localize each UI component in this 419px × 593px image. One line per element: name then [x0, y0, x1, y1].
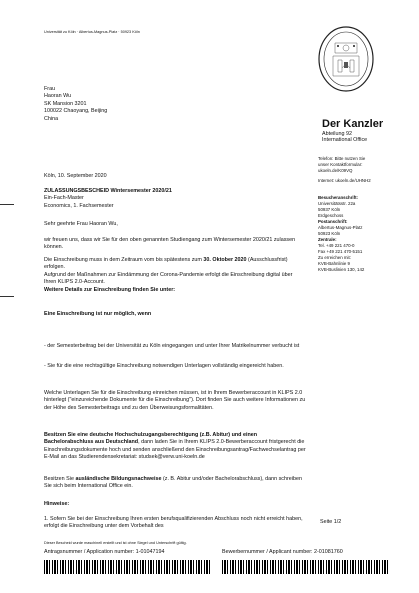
- address-label: Zentrale:: [318, 237, 337, 242]
- recipient-line: Haoran Wu: [44, 93, 72, 100]
- requirement-item: - der Semesterbeitrag bei der Universität zu Köln eingegangen und unter Ihrer Matrikelnummer verbucht ist: [44, 343, 300, 349]
- paragraph-german-applicants: [44, 432, 306, 462]
- heading-requirements: Eine Einschreibung ist nur möglich, wenn: [44, 311, 152, 317]
- address-line: Tel. +49 221 470-0: [318, 243, 355, 248]
- enrollment-text: Die Einschreibung muss in dem Zeitraum vom bis spätestens zum: [44, 257, 204, 263]
- fold-mark-bottom: [0, 296, 14, 297]
- foreign-applicants-text: (z. B. Abitur und/oder Bachelorabschluss), dann schreiben Sie sich beim International Office ein.: [44, 476, 302, 490]
- requirement-item: - Sie für die eine rechtsgültige Einschreibung notwendigen Unterlagen vollständig eingereicht haben.: [44, 363, 284, 369]
- recipient-line: SK Mansion 3201: [44, 100, 87, 107]
- address-label: Postanschrift:: [318, 219, 348, 224]
- enrollment-details: Weitere Details zur Einschreibung finden Sie unter:: [44, 286, 176, 293]
- enrollment-text: Aufgrund der Maßnahmen zur Eindämmung der Corona-Pandemie erfolgt die Einschreibung digital über Ihren KLIPS 2.0-Account.: [44, 271, 293, 286]
- page-number: Seite 1/2: [320, 519, 342, 525]
- recipient-line: 100022 Chaoyang, Beijing: [44, 108, 108, 115]
- address-line: KVB-Bahnlinie 9: [318, 261, 350, 266]
- salutation: Sehr geehrte Frau Haoran Wu,: [44, 221, 118, 227]
- address-line: Universitätsstr. 22a: [318, 201, 356, 206]
- university-seal-logo: [318, 26, 374, 92]
- office-title: Der Kanzler: [322, 118, 384, 130]
- address-line: 50937 Köln: [318, 207, 341, 212]
- german-applicants-condition: Besitzen Sie eine deutsche Hochschulzugangsberechtigung (z.B. Abitur) und einen Bachelorabschluss aus Deutschland: [44, 432, 258, 446]
- recipient-address: [44, 86, 107, 123]
- contact-line: ukoeln.de/K09VQ: [318, 168, 353, 173]
- german-applicants-text: , dann laden Sie in Ihrem KLIPS 2.0-Bewerberaccount fristgerecht die Einschreibungsdokumente hoch und senden anschließend den Einschreibungsantrag/Fachwechselantrag per E-Mail an das Studierendensekretariat: studsek@verw.uni-koeln.de: [44, 439, 306, 461]
- recipient-line: China: [44, 115, 59, 122]
- address-line: 50923 Köln: [318, 231, 341, 236]
- department-line: International Office: [322, 137, 368, 144]
- subject-line: Ein-Fach-Master: [44, 195, 84, 202]
- subject-title: ZULASSUNGSBESCHEID Wintersemester 2020/21: [44, 188, 172, 194]
- contact-block: [318, 156, 371, 184]
- address-line: KVB-Buslinien 130, 142: [318, 267, 365, 272]
- paragraph-enrollment-period: [44, 257, 302, 294]
- note-item: 1. Sofern Sie bei der Einschreibung Ihren ersten berufsqualifizierenden Abschluss noch nicht erreicht haben, erfolgt die Einschreibung unter dem Vorbehalt des: [44, 516, 303, 530]
- address-label: Besucheranschrift:: [318, 195, 359, 200]
- address-line: Erdgeschoss: [318, 213, 344, 218]
- recipient-line: Frau: [44, 86, 56, 92]
- address-line: Fax +49 221 470-5151: [318, 249, 363, 254]
- foreign-applicants-text: Besitzen Sie: [44, 476, 76, 482]
- contact-line: unser Kontaktformular:: [318, 162, 363, 167]
- notes-heading: Hinweise:: [44, 501, 70, 507]
- application-number: Antragsnummer / Application number: 1-01047194: [44, 549, 165, 555]
- address-line: Albertus-Magnus-Platz: [318, 225, 363, 230]
- contact-line: Telefon: Bitte nutzen Sie: [318, 156, 366, 161]
- sender-line: Universität zu Köln · Albertus-Magnus-Platz · 50923 Köln: [44, 30, 140, 34]
- enrollment-text: (Ausschlussfrist) erfolgen.: [44, 257, 288, 271]
- footer-note: Dieser Bescheid wurde maschinell erstellt und ist ohne Siegel und Unterschrift gültig.: [44, 541, 187, 545]
- application-barcode: [44, 560, 212, 574]
- subject-line: Economics, 1. Fachsemester: [44, 202, 114, 209]
- applicant-number: Bewerbernummer / Applicant number: 2-01081760: [222, 549, 343, 555]
- office-department: [322, 131, 367, 145]
- address-block: [318, 195, 413, 273]
- fold-mark-top: [0, 204, 14, 205]
- letter-date: Köln, 10. September 2020: [44, 173, 107, 179]
- paragraph-documents: Welche Unterlagen Sie für die Einschreibung einreichen müssen, ist in Ihrem Bewerberaccount in KLIPS 2.0 hinterlegt ("einzureichende Dokumente für die Einschreibung"). Dort finden Sie auch weitere Informationen zu der Höhe des Semesterbeitrags und zu den Überweisungsformalitäten.: [44, 390, 306, 411]
- paragraph-foreign-applicants: [44, 476, 306, 491]
- enrollment-deadline: 30. Oktober 2020: [203, 257, 247, 263]
- contact-line: Internet: ukoeln.de/UHNH2: [318, 178, 371, 183]
- department-line: Abteilung 92: [322, 131, 352, 137]
- address-line: Zu erreichen mit:: [318, 255, 351, 260]
- foreign-applicants-condition: ausländische Bildungsnachweise: [75, 476, 162, 482]
- applicant-barcode: [222, 560, 390, 574]
- subject-block: [44, 188, 172, 210]
- paragraph-admission: wir freuen uns, dass wir Sie für den oben genannten Studiengang zum Wintersemester 2020/21 zulassen können.: [44, 237, 296, 251]
